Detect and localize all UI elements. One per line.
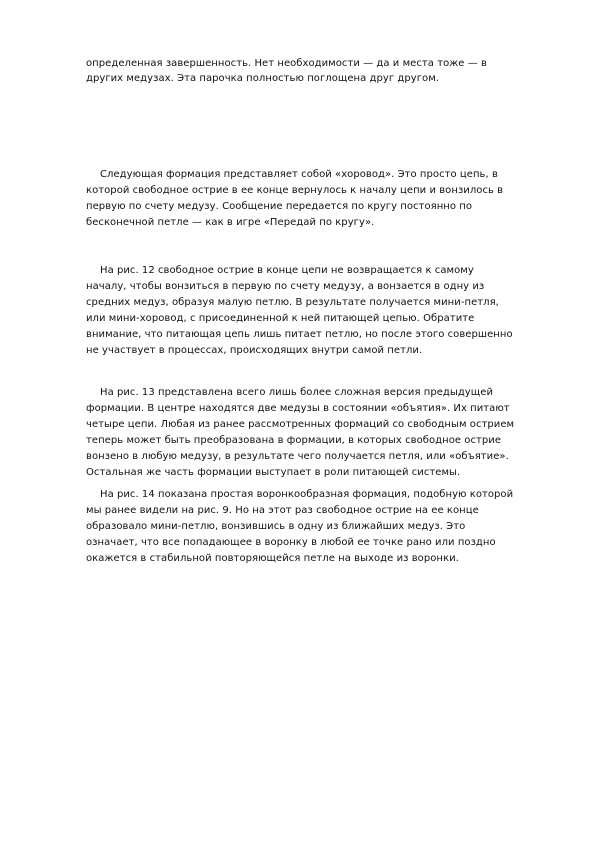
paragraph-5-line-2: мы ранее видели на рис. 9. Но на этот раз свободное острие на ее конце [86, 505, 479, 516]
paragraph-4-line-4: теперь может быть преобразована в формации, в которых свободное острие [86, 435, 502, 446]
paragraph-5-line-1: На рис. 14 показана простая воронкообразная формация, подобную которой [100, 489, 514, 500]
paragraph-3-line-1: На рис. 12 свободное острие в конце цепи не возвращается к самому [100, 265, 474, 276]
paragraph-2-line-3: первую по счету медузу. Сообщение передается по кругу постоянно по [86, 201, 473, 212]
paragraph-3-line-3: средних медуз, образуя малую петлю. В результате получается мини-петля, [86, 297, 499, 308]
paragraph-4-line-1: На рис. 13 представлена всего лишь более сложная версия предыдущей [100, 387, 493, 398]
paragraph-5-line-5: окажется в стабильной повторяющейся петле на выходе из воронки. [86, 553, 459, 564]
paragraph-3-line-4: или мини-хоровод, с присоединенной к ней питающей цепью. Обратите [86, 313, 475, 324]
paragraph-5-line-3: образовало мини-петлю, вонзившись в одну из ближайших медуз. Это [86, 521, 466, 532]
paragraph-1-line-2: других медузах. Эта парочка полностью поглощена друг другом. [86, 73, 440, 84]
paragraph-4-line-2: формации. В центре находятся две медузы в состоянии «объятия». Их питают [86, 403, 510, 414]
paragraph-2-line-2: которой свободное острие в ее конце вернулось к началу цепи и вонзилось в [86, 185, 504, 196]
paragraph-5-line-4: означает, что все попадающее в воронку в любой ее точке рано или поздно [86, 537, 496, 548]
paragraph-3-line-6: не участвует в процессах, происходящих внутри самой петли. [86, 345, 423, 356]
paragraph-3-line-5: внимание, что питающая цепь лишь питает петлю, но после этого совершенно [86, 329, 513, 340]
paragraph-4-line-3: четыре цепи. Любая из ранее рассмотренных формаций со свободным острием [86, 419, 515, 430]
paragraph-1-line-1: определенная завершенность. Нет необходимости — да и места тоже — в [86, 58, 487, 69]
paragraph-4-line-5: вонзено в любую медузу, в результате чего получается петля, или «объятие». [86, 451, 509, 462]
paragraph-2-line-1: Следующая формация представляет собой «хоровод». Это просто цепь, в [100, 169, 498, 180]
paragraph-3-line-2: началу, чтобы вонзиться в первую по счету медузу, а вонзается в одну из [86, 281, 485, 292]
paragraph-4-line-6: Остальная же часть формации выступает в роли питающей системы. [86, 467, 461, 478]
paragraph-2-line-4: бесконечной петле — как в игре «Передай по кругу». [86, 217, 375, 228]
